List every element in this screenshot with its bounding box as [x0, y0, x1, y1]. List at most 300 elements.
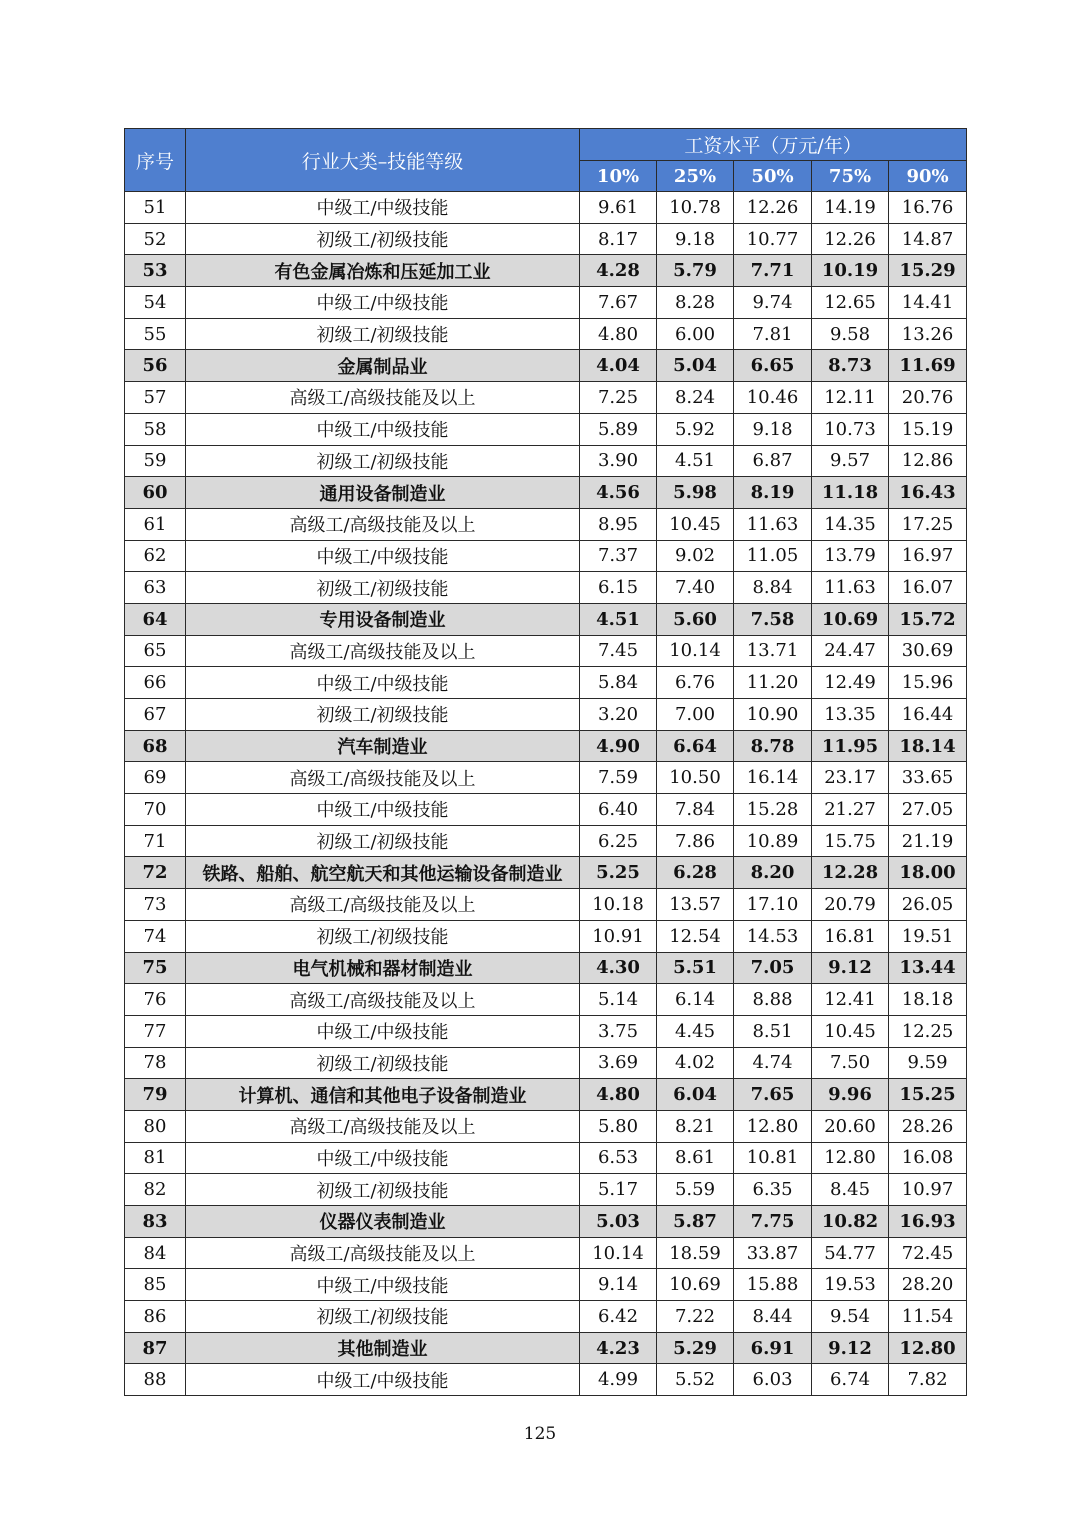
wage-p75: 12.49: [812, 667, 889, 699]
wage-p90: 16.97: [889, 540, 967, 572]
wage-p90: 14.87: [889, 223, 967, 255]
table-row-category: [125, 1206, 967, 1238]
wage-p50: 13.71: [734, 635, 812, 667]
wage-p90: 15.72: [889, 603, 967, 635]
industry-name: 电气机械和器材制造业: [186, 952, 580, 984]
wage-p90: 11.69: [889, 350, 967, 382]
skill-level-name: 高级工/高级技能及以上: [186, 508, 580, 540]
wage-p90: 18.14: [889, 730, 967, 762]
skill-level-name: 初级工/初级技能: [186, 318, 580, 350]
wage-p50: 8.51: [734, 1015, 812, 1047]
table-row: [125, 920, 967, 952]
table-row: [125, 1269, 967, 1301]
wage-p25: 10.14: [657, 635, 734, 667]
wage-p90: 16.08: [889, 1142, 967, 1174]
wage-p25: 5.79: [657, 255, 734, 287]
wage-p90: 18.18: [889, 984, 967, 1016]
skill-level-name: 初级工/初级技能: [186, 825, 580, 857]
row-index: 62: [125, 540, 186, 572]
wage-p75: 24.47: [812, 635, 889, 667]
industry-name: 有色金属冶炼和压延加工业: [186, 255, 580, 287]
row-index: 88: [125, 1364, 186, 1396]
wage-p50: 12.26: [734, 192, 812, 224]
skill-level-name: 初级工/初级技能: [186, 920, 580, 952]
table-row: [125, 794, 967, 826]
table-row: [125, 1142, 967, 1174]
industry-name: 铁路、船舶、航空航天和其他运输设备制造业: [186, 857, 580, 889]
table-row: [125, 445, 967, 477]
row-index: 60: [125, 477, 186, 509]
wage-p75: 14.19: [812, 192, 889, 224]
wage-p50: 7.81: [734, 318, 812, 350]
row-index: 73: [125, 889, 186, 921]
wage-p90: 14.41: [889, 287, 967, 319]
wage-p25: 10.45: [657, 508, 734, 540]
row-index: 86: [125, 1301, 186, 1333]
wage-p90: 16.44: [889, 699, 967, 731]
wage-p50: 17.10: [734, 889, 812, 921]
skill-level-name: 中级工/中级技能: [186, 287, 580, 319]
wage-p50: 9.74: [734, 287, 812, 319]
wage-p10: 8.95: [580, 508, 657, 540]
wage-p90: 17.25: [889, 508, 967, 540]
wage-p10: 6.15: [580, 572, 657, 604]
wage-p10: 9.14: [580, 1269, 657, 1301]
wage-p75: 11.18: [812, 477, 889, 509]
row-index: 68: [125, 730, 186, 762]
wage-p75: 10.45: [812, 1015, 889, 1047]
skill-level-name: 初级工/初级技能: [186, 572, 580, 604]
wage-p75: 20.79: [812, 889, 889, 921]
skill-level-name: 中级工/中级技能: [186, 1142, 580, 1174]
wage-p10: 5.14: [580, 984, 657, 1016]
wage-p50: 6.35: [734, 1174, 812, 1206]
table-row-category: [125, 1079, 967, 1111]
wage-p10: 4.04: [580, 350, 657, 382]
row-index: 83: [125, 1206, 186, 1238]
table-row: [125, 984, 967, 1016]
wage-p25: 7.22: [657, 1301, 734, 1333]
wage-p25: 5.92: [657, 413, 734, 445]
table-row: [125, 1364, 967, 1396]
skill-level-name: 初级工/初级技能: [186, 1047, 580, 1079]
row-index: 55: [125, 318, 186, 350]
row-index: 84: [125, 1237, 186, 1269]
wage-p75: 23.17: [812, 762, 889, 794]
wage-p75: 12.65: [812, 287, 889, 319]
row-index: 65: [125, 635, 186, 667]
table-row: [125, 1015, 967, 1047]
wage-p90: 16.07: [889, 572, 967, 604]
row-index: 72: [125, 857, 186, 889]
table-row: [125, 318, 967, 350]
wage-p75: 54.77: [812, 1237, 889, 1269]
wage-p75: 14.35: [812, 508, 889, 540]
wage-p50: 8.78: [734, 730, 812, 762]
table-row-category: [125, 952, 967, 984]
row-index: 70: [125, 794, 186, 826]
wage-p25: 6.00: [657, 318, 734, 350]
wage-p50: 8.20: [734, 857, 812, 889]
wage-p90: 9.59: [889, 1047, 967, 1079]
skill-level-name: 高级工/高级技能及以上: [186, 382, 580, 414]
wage-p25: 10.78: [657, 192, 734, 224]
wage-p75: 9.12: [812, 952, 889, 984]
wage-p90: 27.05: [889, 794, 967, 826]
wage-p10: 6.42: [580, 1301, 657, 1333]
wage-p50: 11.20: [734, 667, 812, 699]
wage-p25: 9.18: [657, 223, 734, 255]
skill-level-name: 初级工/初级技能: [186, 1174, 580, 1206]
row-index: 67: [125, 699, 186, 731]
wage-p75: 12.80: [812, 1142, 889, 1174]
wage-p10: 7.59: [580, 762, 657, 794]
wage-p25: 8.24: [657, 382, 734, 414]
wage-p75: 21.27: [812, 794, 889, 826]
header-category: 行业大类–技能等级: [186, 129, 580, 192]
industry-name: 汽车制造业: [186, 730, 580, 762]
row-index: 75: [125, 952, 186, 984]
wage-p90: 30.69: [889, 635, 967, 667]
wage-p25: 7.00: [657, 699, 734, 731]
wage-p90: 33.65: [889, 762, 967, 794]
table-body: [125, 192, 967, 1396]
wage-p10: 4.80: [580, 1079, 657, 1111]
wage-p25: 7.40: [657, 572, 734, 604]
wage-p25: 5.29: [657, 1332, 734, 1364]
wage-p10: 5.25: [580, 857, 657, 889]
skill-level-name: 中级工/中级技能: [186, 1015, 580, 1047]
wage-p75: 16.81: [812, 920, 889, 952]
page-number: 125: [523, 1424, 557, 1444]
wage-p50: 4.74: [734, 1047, 812, 1079]
wage-p10: 9.61: [580, 192, 657, 224]
wage-p75: 10.69: [812, 603, 889, 635]
wage-p75: 19.53: [812, 1269, 889, 1301]
table-row-category: [125, 603, 967, 635]
wage-p10: 10.18: [580, 889, 657, 921]
wage-p25: 4.51: [657, 445, 734, 477]
table-row-category: [125, 857, 967, 889]
wage-p75: 12.41: [812, 984, 889, 1016]
wage-p25: 8.21: [657, 1110, 734, 1142]
wage-p10: 5.89: [580, 413, 657, 445]
wage-p50: 8.88: [734, 984, 812, 1016]
industry-name: 专用设备制造业: [186, 603, 580, 635]
wage-p50: 15.88: [734, 1269, 812, 1301]
skill-level-name: 高级工/高级技能及以上: [186, 1110, 580, 1142]
table-row: [125, 699, 967, 731]
wage-p25: 5.51: [657, 952, 734, 984]
wage-p90: 11.54: [889, 1301, 967, 1333]
wage-p50: 10.90: [734, 699, 812, 731]
wage-p50: 10.89: [734, 825, 812, 857]
wage-p50: 8.44: [734, 1301, 812, 1333]
table-row: [125, 540, 967, 572]
table-row: [125, 1174, 967, 1206]
wage-p50: 10.46: [734, 382, 812, 414]
wage-p75: 7.50: [812, 1047, 889, 1079]
skill-level-name: 中级工/中级技能: [186, 540, 580, 572]
industry-name: 其他制造业: [186, 1332, 580, 1364]
wage-p25: 18.59: [657, 1237, 734, 1269]
table-row: [125, 287, 967, 319]
table-row-category: [125, 255, 967, 287]
row-index: 58: [125, 413, 186, 445]
wage-p50: 6.03: [734, 1364, 812, 1396]
wage-p50: 11.05: [734, 540, 812, 572]
wage-p25: 5.04: [657, 350, 734, 382]
table-row: [125, 382, 967, 414]
skill-level-name: 高级工/高级技能及以上: [186, 984, 580, 1016]
wage-p25: 6.28: [657, 857, 734, 889]
skill-level-name: 中级工/中级技能: [186, 794, 580, 826]
wage-p75: 10.73: [812, 413, 889, 445]
row-index: 59: [125, 445, 186, 477]
wage-p75: 9.57: [812, 445, 889, 477]
wage-p90: 12.80: [889, 1332, 967, 1364]
wage-p25: 8.28: [657, 287, 734, 319]
wage-p75: 11.63: [812, 572, 889, 604]
wage-p25: 9.02: [657, 540, 734, 572]
wage-p25: 10.50: [657, 762, 734, 794]
wage-p75: 6.74: [812, 1364, 889, 1396]
header-wage-level: 工资水平（万元/年）: [580, 129, 967, 161]
wage-p10: 5.03: [580, 1206, 657, 1238]
wage-p90: 26.05: [889, 889, 967, 921]
skill-level-name: 高级工/高级技能及以上: [186, 762, 580, 794]
wage-p75: 8.73: [812, 350, 889, 382]
wage-p75: 20.60: [812, 1110, 889, 1142]
wage-p50: 7.58: [734, 603, 812, 635]
row-index: 57: [125, 382, 186, 414]
wage-p10: 8.17: [580, 223, 657, 255]
row-index: 78: [125, 1047, 186, 1079]
row-index: 66: [125, 667, 186, 699]
wage-p50: 6.87: [734, 445, 812, 477]
row-index: 64: [125, 603, 186, 635]
wage-p50: 16.14: [734, 762, 812, 794]
wage-p10: 4.99: [580, 1364, 657, 1396]
wage-p10: 4.23: [580, 1332, 657, 1364]
skill-level-name: 中级工/中级技能: [186, 1269, 580, 1301]
wage-p50: 12.80: [734, 1110, 812, 1142]
header-percentile-10: 10%: [580, 161, 657, 192]
wage-p90: 15.19: [889, 413, 967, 445]
wage-p50: 11.63: [734, 508, 812, 540]
wage-p75: 13.35: [812, 699, 889, 731]
wage-p10: 6.40: [580, 794, 657, 826]
table-row: [125, 825, 967, 857]
wage-p90: 20.76: [889, 382, 967, 414]
wage-p10: 3.90: [580, 445, 657, 477]
wage-p25: 5.87: [657, 1206, 734, 1238]
wage-p90: 13.44: [889, 952, 967, 984]
wage-p75: 13.79: [812, 540, 889, 572]
table-row: [125, 889, 967, 921]
wage-p25: 12.54: [657, 920, 734, 952]
table-row-category: [125, 730, 967, 762]
row-index: 85: [125, 1269, 186, 1301]
wage-p50: 14.53: [734, 920, 812, 952]
table-row: [125, 1047, 967, 1079]
row-index: 69: [125, 762, 186, 794]
wage-p90: 16.43: [889, 477, 967, 509]
wage-p10: 4.30: [580, 952, 657, 984]
wage-p50: 6.91: [734, 1332, 812, 1364]
table-row: [125, 1301, 967, 1333]
wage-p10: 7.37: [580, 540, 657, 572]
wage-p75: 9.54: [812, 1301, 889, 1333]
table-row: [125, 1110, 967, 1142]
wage-p25: 6.64: [657, 730, 734, 762]
skill-level-name: 中级工/中级技能: [186, 192, 580, 224]
wage-p10: 4.80: [580, 318, 657, 350]
wage-p90: 19.51: [889, 920, 967, 952]
wage-p10: 3.75: [580, 1015, 657, 1047]
wage-p50: 9.18: [734, 413, 812, 445]
wage-p90: 15.25: [889, 1079, 967, 1111]
skill-level-name: 初级工/初级技能: [186, 445, 580, 477]
wage-p25: 6.14: [657, 984, 734, 1016]
row-index: 76: [125, 984, 186, 1016]
row-index: 81: [125, 1142, 186, 1174]
wage-p90: 72.45: [889, 1237, 967, 1269]
table-row: [125, 223, 967, 255]
wage-p75: 9.58: [812, 318, 889, 350]
wage-p10: 7.45: [580, 635, 657, 667]
row-index: 61: [125, 508, 186, 540]
wage-p75: 12.11: [812, 382, 889, 414]
header-percentile-90: 90%: [889, 161, 967, 192]
skill-level-name: 中级工/中级技能: [186, 1364, 580, 1396]
skill-level-name: 初级工/初级技能: [186, 699, 580, 731]
wage-p10: 4.28: [580, 255, 657, 287]
skill-level-name: 中级工/中级技能: [186, 667, 580, 699]
row-index: 53: [125, 255, 186, 287]
table-row-category: [125, 350, 967, 382]
table-header: [125, 129, 967, 192]
wage-p75: 10.82: [812, 1206, 889, 1238]
wage-p75: 11.95: [812, 730, 889, 762]
table-row: [125, 572, 967, 604]
wage-p75: 15.75: [812, 825, 889, 857]
wage-p10: 7.67: [580, 287, 657, 319]
wage-p10: 4.51: [580, 603, 657, 635]
row-index: 56: [125, 350, 186, 382]
wage-p25: 5.59: [657, 1174, 734, 1206]
row-index: 77: [125, 1015, 186, 1047]
industry-name: 通用设备制造业: [186, 477, 580, 509]
wage-p50: 6.65: [734, 350, 812, 382]
table-row: [125, 413, 967, 445]
wage-p10: 10.91: [580, 920, 657, 952]
wage-p10: 5.17: [580, 1174, 657, 1206]
wage-p10: 6.53: [580, 1142, 657, 1174]
row-index: 54: [125, 287, 186, 319]
skill-level-name: 高级工/高级技能及以上: [186, 635, 580, 667]
wage-p25: 6.04: [657, 1079, 734, 1111]
wage-p25: 8.61: [657, 1142, 734, 1174]
wage-p90: 21.19: [889, 825, 967, 857]
table-row: [125, 667, 967, 699]
wage-p25: 7.86: [657, 825, 734, 857]
wage-p10: 6.25: [580, 825, 657, 857]
wage-p10: 7.25: [580, 382, 657, 414]
table-row-category: [125, 477, 967, 509]
wage-p50: 7.71: [734, 255, 812, 287]
industry-name: 计算机、通信和其他电子设备制造业: [186, 1079, 580, 1111]
wage-p75: 8.45: [812, 1174, 889, 1206]
wage-p50: 10.77: [734, 223, 812, 255]
wage-p90: 18.00: [889, 857, 967, 889]
wage-p10: 10.14: [580, 1237, 657, 1269]
wage-p50: 7.05: [734, 952, 812, 984]
row-index: 51: [125, 192, 186, 224]
wage-p75: 9.96: [812, 1079, 889, 1111]
wage-p90: 13.26: [889, 318, 967, 350]
wage-p10: 4.90: [580, 730, 657, 762]
wage-p25: 6.76: [657, 667, 734, 699]
table-row: [125, 635, 967, 667]
wage-p90: 28.20: [889, 1269, 967, 1301]
wage-p90: 16.76: [889, 192, 967, 224]
wage-p25: 13.57: [657, 889, 734, 921]
wage-p75: 9.12: [812, 1332, 889, 1364]
skill-level-name: 初级工/初级技能: [186, 223, 580, 255]
row-index: 71: [125, 825, 186, 857]
row-index: 82: [125, 1174, 186, 1206]
wage-p10: 5.84: [580, 667, 657, 699]
wage-p90: 12.25: [889, 1015, 967, 1047]
row-index: 80: [125, 1110, 186, 1142]
header-percentile-25: 25%: [657, 161, 734, 192]
wage-p90: 15.96: [889, 667, 967, 699]
wage-p90: 15.29: [889, 255, 967, 287]
table-row: [125, 192, 967, 224]
wage-p25: 4.45: [657, 1015, 734, 1047]
wage-p90: 7.82: [889, 1364, 967, 1396]
wage-p50: 7.75: [734, 1206, 812, 1238]
wage-p90: 28.26: [889, 1110, 967, 1142]
row-index: 52: [125, 223, 186, 255]
wage-p90: 12.86: [889, 445, 967, 477]
wage-p10: 4.56: [580, 477, 657, 509]
wage-p25: 5.98: [657, 477, 734, 509]
wage-p50: 10.81: [734, 1142, 812, 1174]
row-index: 74: [125, 920, 186, 952]
wage-p50: 8.84: [734, 572, 812, 604]
table-row: [125, 1237, 967, 1269]
wage-p50: 8.19: [734, 477, 812, 509]
wage-p50: 7.65: [734, 1079, 812, 1111]
skill-level-name: 高级工/高级技能及以上: [186, 1237, 580, 1269]
wage-p25: 5.52: [657, 1364, 734, 1396]
wage-p75: 12.26: [812, 223, 889, 255]
row-index: 87: [125, 1332, 186, 1364]
wage-p25: 5.60: [657, 603, 734, 635]
industry-name: 金属制品业: [186, 350, 580, 382]
wage-p75: 10.19: [812, 255, 889, 287]
header-percentile-75: 75%: [812, 161, 889, 192]
skill-level-name: 中级工/中级技能: [186, 413, 580, 445]
skill-level-name: 高级工/高级技能及以上: [186, 889, 580, 921]
wage-p75: 12.28: [812, 857, 889, 889]
wage-p10: 3.20: [580, 699, 657, 731]
industry-name: 仪器仪表制造业: [186, 1206, 580, 1238]
wage-p90: 10.97: [889, 1174, 967, 1206]
wage-p10: 3.69: [580, 1047, 657, 1079]
